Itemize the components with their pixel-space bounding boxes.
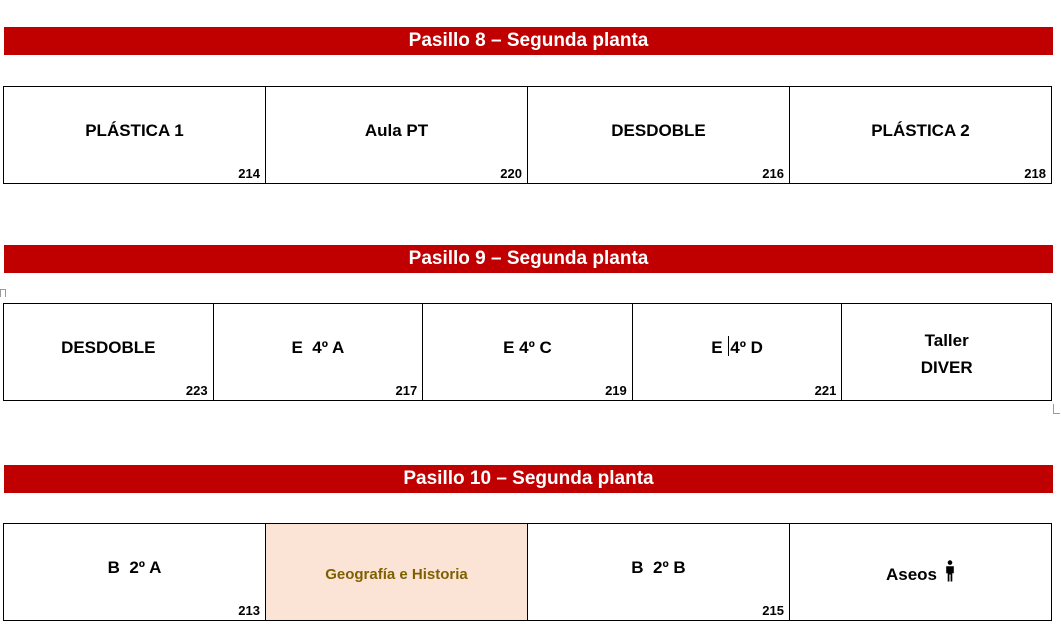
room-cell[interactable]: [266, 87, 528, 183]
room-cell[interactable]: [790, 87, 1051, 183]
room-cell[interactable]: [423, 304, 633, 400]
room-name: PLÁSTICA 1: [85, 121, 184, 140]
department-name: Geografía e Historia: [325, 566, 468, 583]
room-name: B 2º A: [107, 558, 162, 577]
table-resize-handle[interactable]: [1053, 404, 1060, 414]
room-number: 213: [238, 603, 260, 618]
room-name: Taller DIVER: [920, 331, 973, 377]
room-cell[interactable]: [4, 87, 266, 183]
room-cell[interactable]: [4, 524, 266, 620]
room-name-wrap: [790, 560, 1051, 590]
room-name: PLÁSTICA 2: [871, 121, 970, 140]
room-number: 220: [500, 166, 522, 181]
room-row-pasillo-10: [3, 523, 1052, 621]
table-move-handle[interactable]: [0, 289, 6, 297]
room-cell[interactable]: [528, 524, 790, 620]
room-row-pasillo-8: [3, 86, 1052, 184]
room-number: 216: [762, 166, 784, 181]
section-title-pasillo-9: Pasillo 9 – Segunda planta: [4, 245, 1053, 273]
man-restroom-icon: [945, 560, 955, 590]
room-name: B 2º B: [631, 558, 686, 577]
room-name: Aula PT: [364, 121, 429, 140]
room-name: DESDOBLE: [61, 338, 156, 357]
room-cell[interactable]: [842, 304, 1051, 400]
section-title-pasillo-8: Pasillo 8 – Segunda planta: [4, 27, 1053, 55]
room-number: 219: [605, 383, 627, 398]
room-name: [633, 334, 842, 361]
room-cell-highlighted[interactable]: [266, 524, 528, 620]
room-number: 217: [395, 383, 418, 398]
room-number: 215: [762, 603, 784, 618]
room-name: Aseos: [885, 565, 938, 584]
room-number: 223: [185, 383, 208, 398]
room-number: 214: [238, 166, 260, 181]
room-name: DESDOBLE: [611, 121, 706, 140]
room-cell[interactable]: [528, 87, 790, 183]
room-name: E 4º C: [503, 338, 552, 357]
room-cell[interactable]: [214, 304, 424, 400]
room-name-part: 4º D: [730, 338, 763, 357]
room-name-part: E: [711, 338, 728, 357]
room-row-pasillo-9: [3, 303, 1052, 401]
room-cell[interactable]: [4, 304, 214, 400]
section-title-pasillo-10: Pasillo 10 – Segunda planta: [4, 465, 1053, 493]
room-cell[interactable]: [633, 304, 843, 400]
room-number: 221: [814, 383, 837, 398]
room-cell[interactable]: [790, 524, 1051, 620]
room-number: 218: [1024, 166, 1046, 181]
room-name: E 4º A: [291, 338, 345, 357]
